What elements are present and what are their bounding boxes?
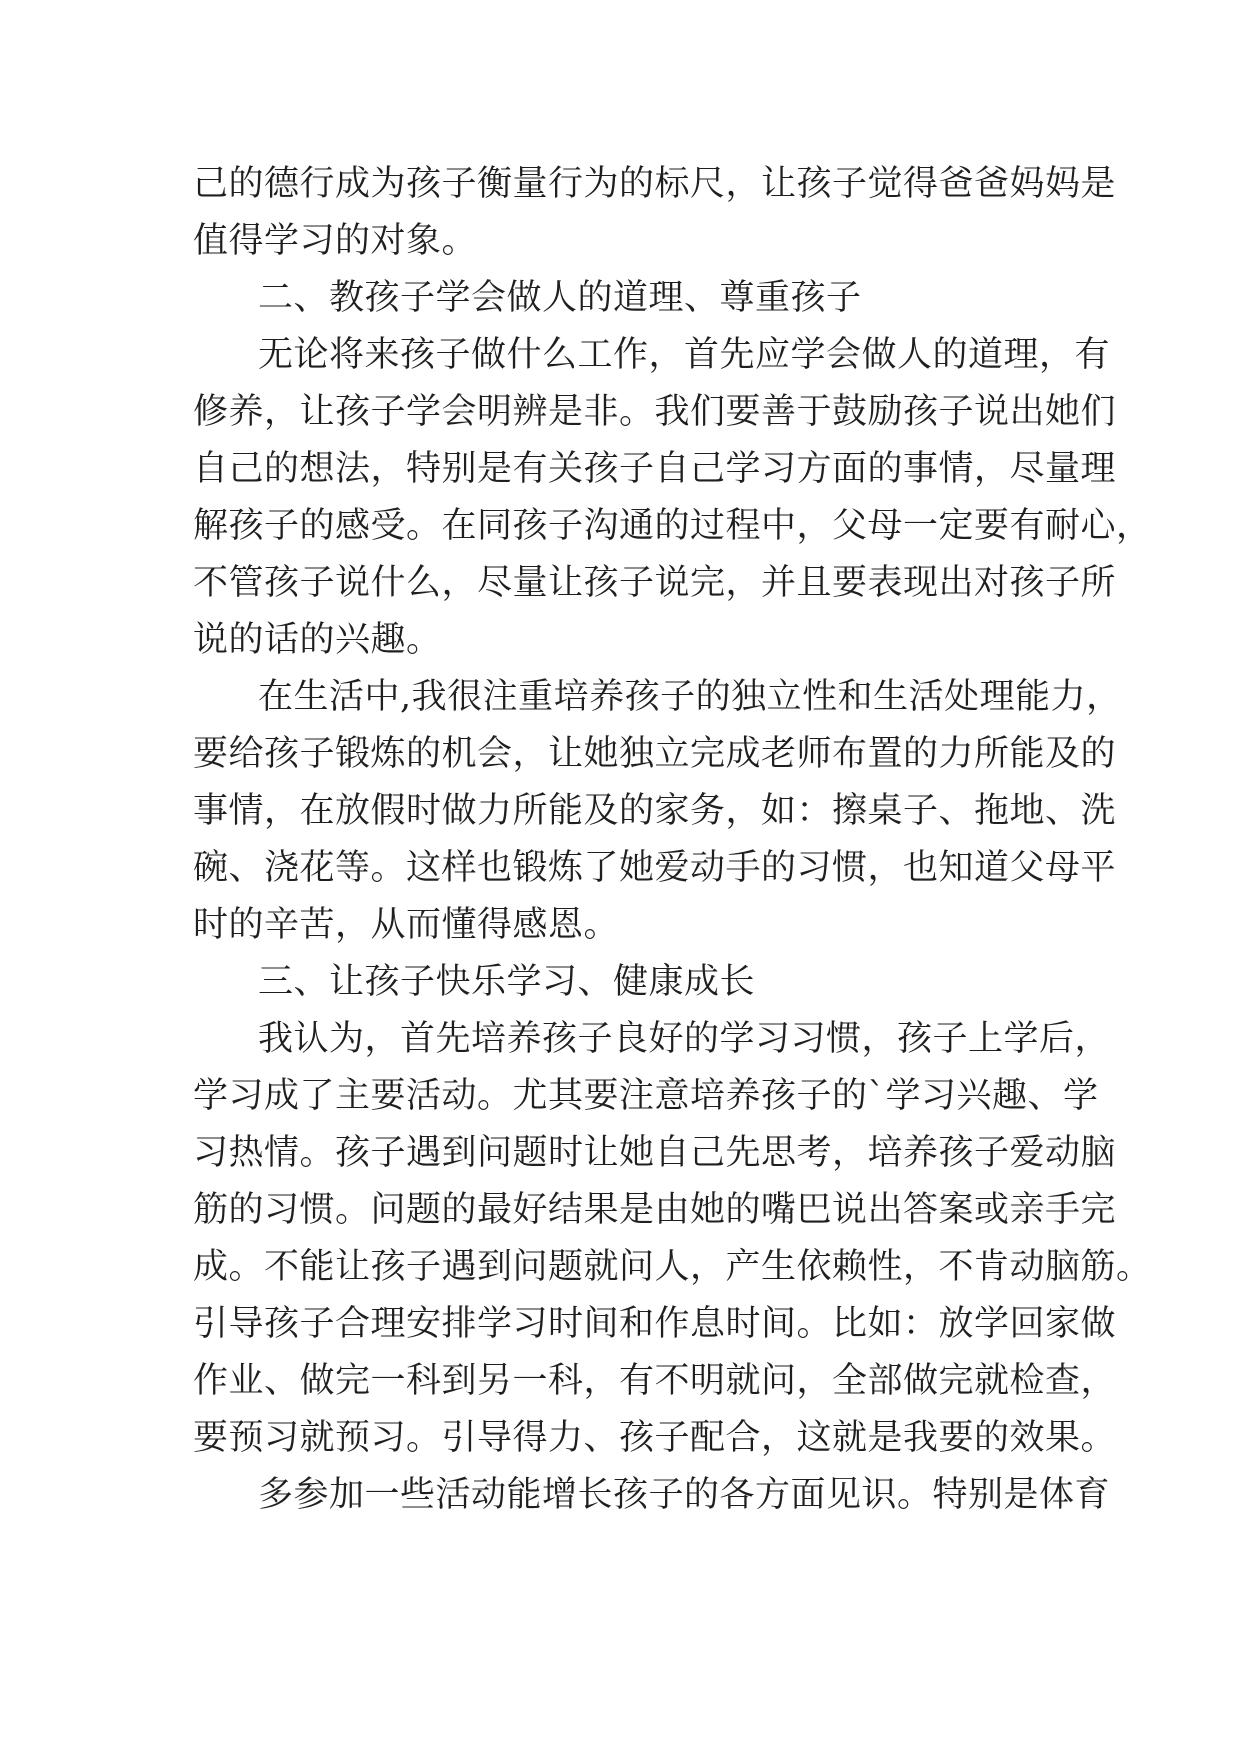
text-line: 我认为，首先培养孩子良好的学习习惯，孩子上学后， [258,1019,1111,1059]
text-line: 引导孩子合理安排学习时间和作息时间。比如：放学回家做 [193,1304,1117,1344]
text-line: 说的话的兴趣。 [193,620,442,660]
text-line: 碗、浇花等。这样也锻炼了她爱动手的习惯，也知道父母平 [193,848,1117,888]
text-line: 时的辛苦，从而懂得感恩。 [193,905,620,945]
text-line: 作业、做完一科到另一科，有不明就问，全部做完就检查， [193,1361,1117,1401]
text-line: 在生活中,我很注重培养孩子的独立性和生活处理能力， [258,677,1122,717]
text-line: 己的德行成为孩子衡量行为的标尺，让孩子觉得爸爸妈妈是 [193,164,1117,204]
text-line: 习热情。孩子遇到问题时让她自己先思考，培养孩子爱动脑 [193,1133,1117,1173]
text-line: 要预习就预习。引导得力、孩子配合，这就是我要的效果。 [193,1418,1117,1458]
text-line: 无论将来孩子做什么工作，首先应学会做人的道理，有 [258,335,1111,375]
text-line: 多参加一些活动能增长孩子的各方面见识。特别是体育 [258,1475,1111,1515]
section-heading: 三、让孩子快乐学习、健康成长 [258,962,756,1002]
text-line: 值得学习的对象。 [193,221,478,261]
text-line: 筋的习惯。问题的最好结果是由她的嘴巴说出答案或亲手完 [193,1190,1117,1230]
text-line: 修养，让孩子学会明辨是非。我们要善于鼓励孩子说出她们 [193,392,1117,432]
text-line: 事情，在放假时做力所能及的家务，如：擦桌子、拖地、洗 [193,791,1117,831]
text-line: 要给孩子锻炼的机会，让她独立完成老师布置的力所能及的 [193,734,1117,774]
text-line: 自己的想法，特别是有关孩子自己学习方面的事情，尽量理 [193,449,1117,489]
section-heading: 二、教孩子学会做人的道理、尊重孩子 [258,278,862,318]
text-line: 学习成了主要活动。尤其要注意培养孩子的`学习兴趣、学 [193,1076,1099,1116]
text-line: 不管孩子说什么，尽量让孩子说完，并且要表现出对孩子所 [193,563,1117,603]
text-line: 成。不能让孩子遇到问题就问人，产生依赖性，不肯动脑筋。 [193,1247,1152,1287]
text-line: 解孩子的感受。在同孩子沟通的过程中，父母一定要有耐心， [193,506,1152,546]
